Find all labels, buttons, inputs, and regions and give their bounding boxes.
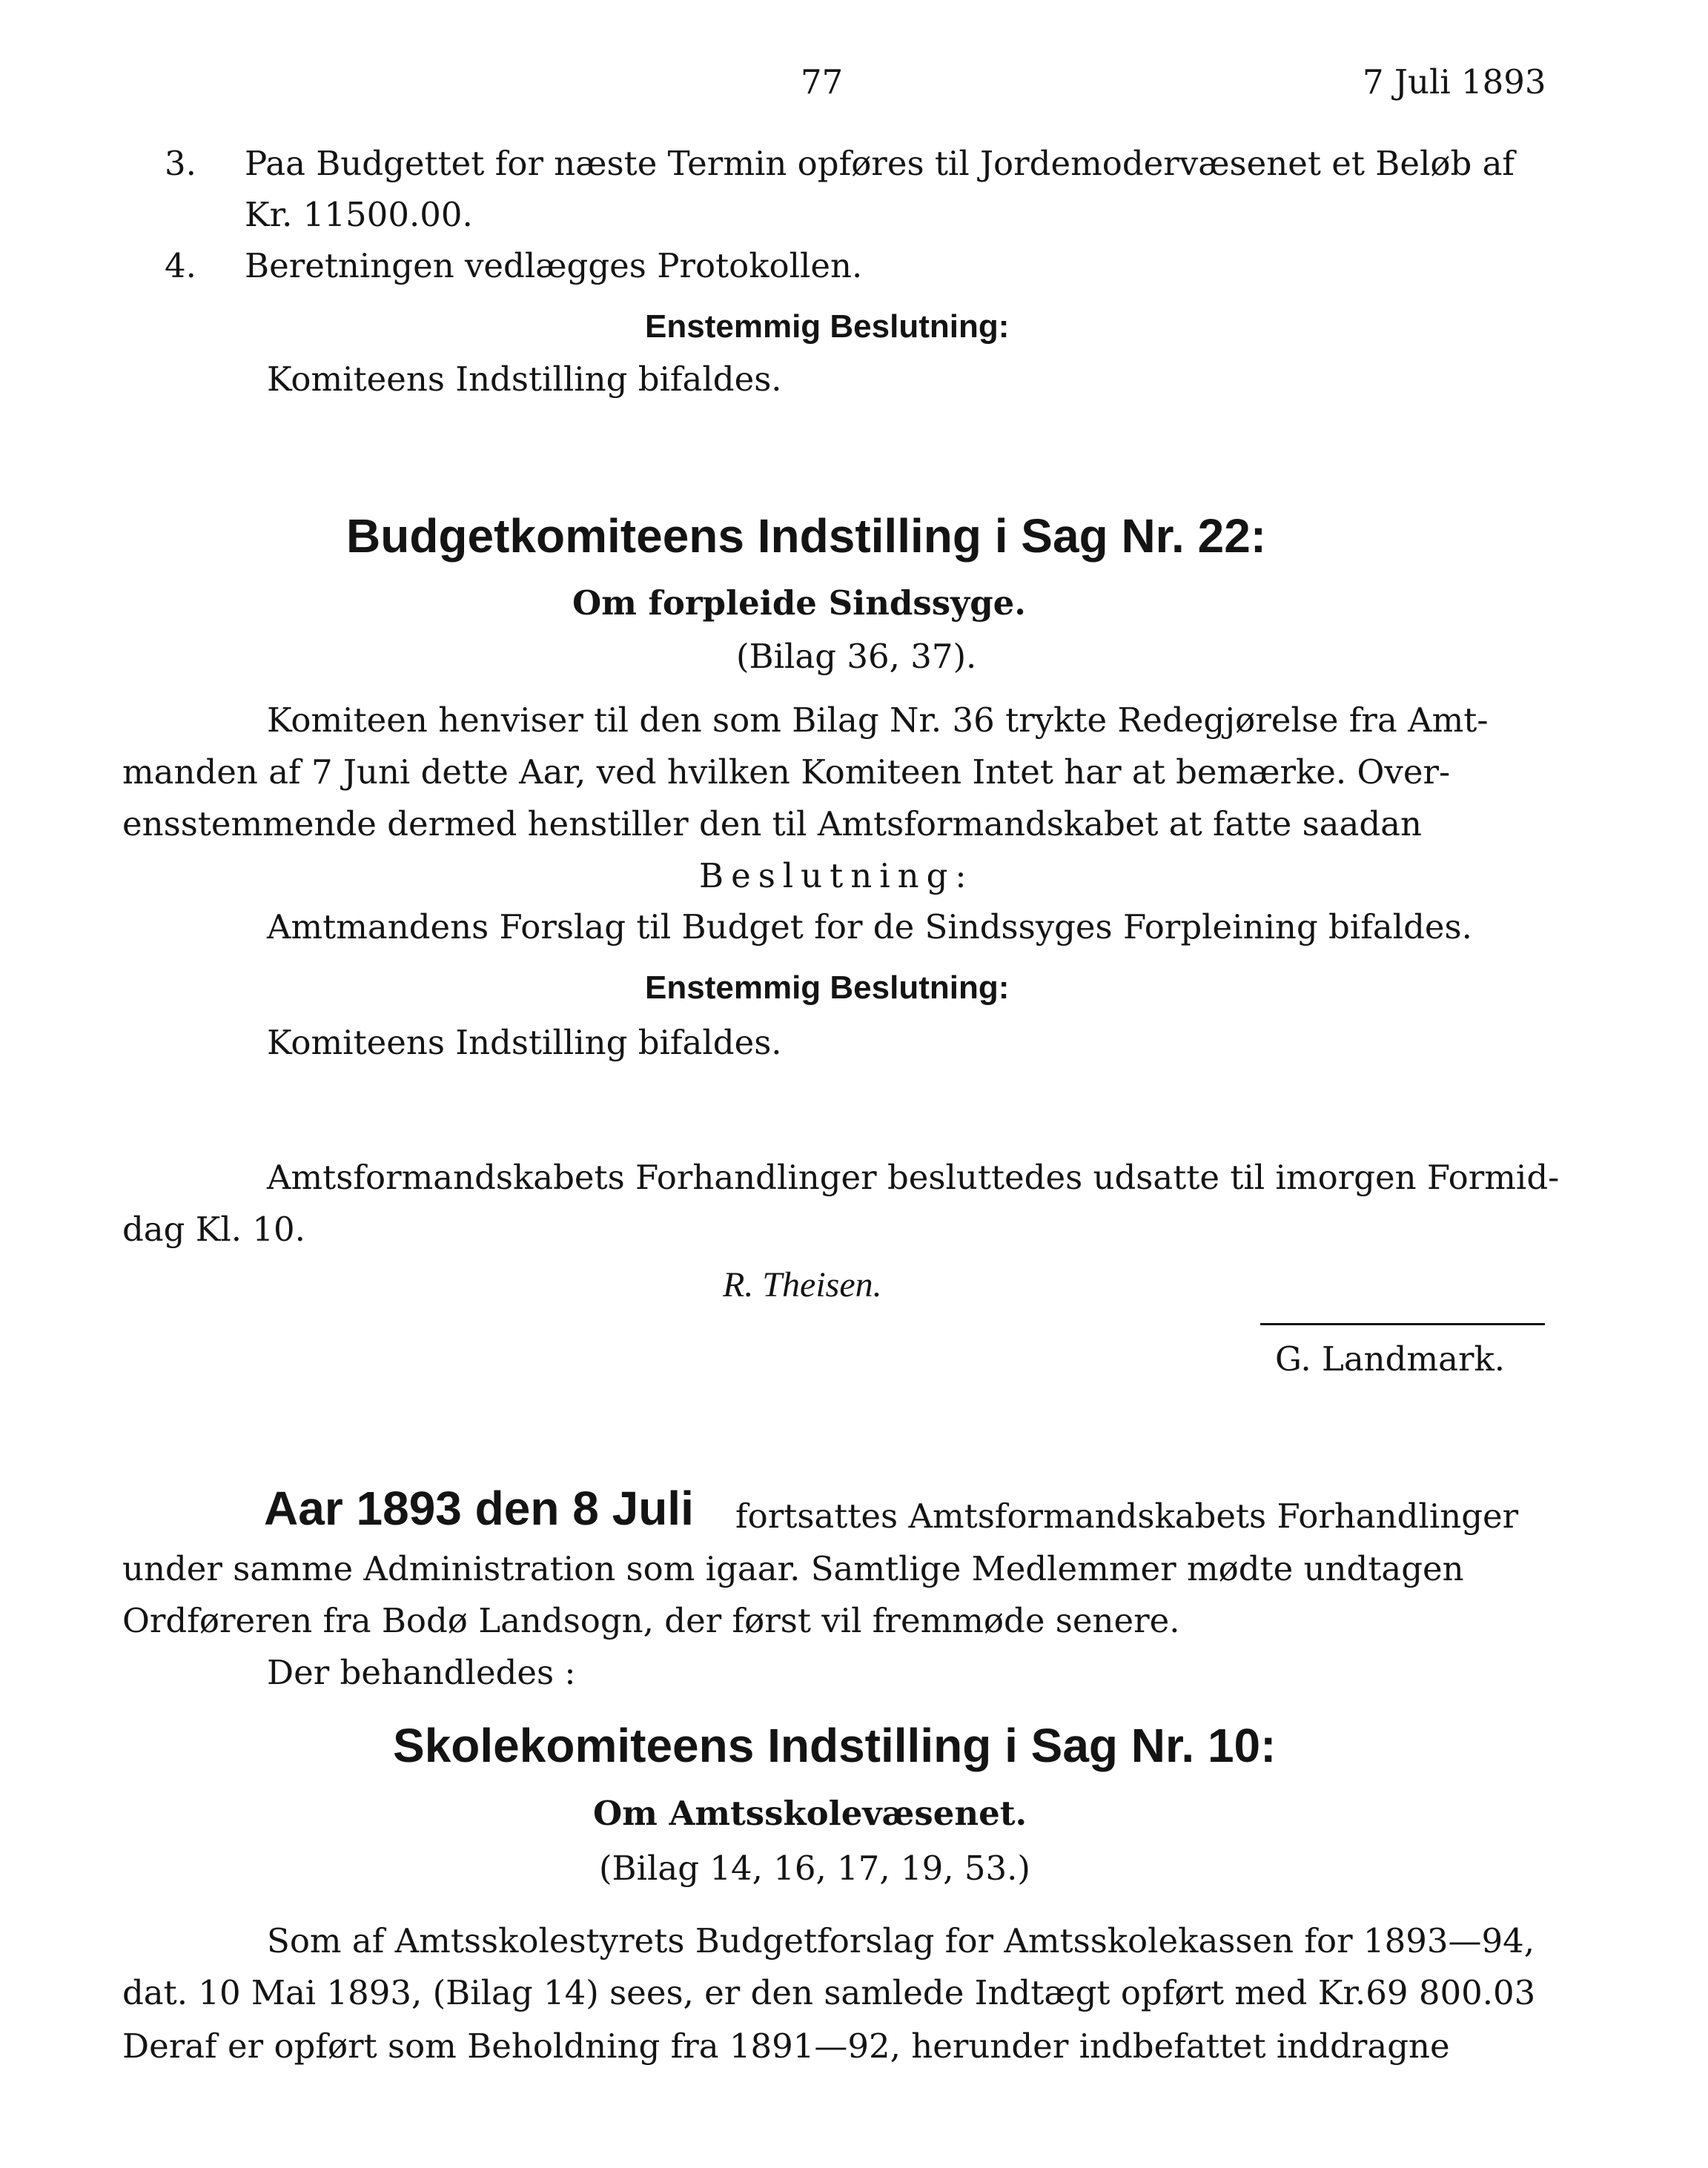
signature: G. Landmark.	[1275, 1339, 1506, 1379]
section-bilag: (Bilag 14, 16, 17, 19, 53.)	[599, 1849, 1030, 1888]
decision-label: Enstemmig Beslutning:	[645, 308, 1010, 345]
section-heading: Budgetkomiteens Indstilling i Sag Nr. 22:	[346, 509, 1267, 563]
decision-text: Komiteens Indstilling bifaldes.	[267, 1023, 782, 1062]
paragraph-line: Deraf er opført som Beholdning fra 1891—92, herunder indbefattet inddragne	[122, 2026, 1450, 2066]
paragraph-line: Som af Amtsskolestyrets Budgetforslag for Amtsskolekassen for 1893—94,	[267, 1921, 1535, 1960]
lead-text: Aar 1893 den 8 Juli	[264, 1482, 694, 1535]
page-number: 77	[801, 62, 844, 102]
text-line: Paa Budgettet for næste Termin opføres til Jordemodervæsenet et Beløb af	[245, 144, 1515, 183]
section-subtitle: Om forpleide Sindssyge.	[572, 583, 1026, 623]
item-number: 3.	[165, 144, 196, 183]
body-line: fortsattes Amtsformandskabets Forhandlinger	[735, 1496, 1519, 1536]
item-number: 4.	[165, 246, 196, 285]
body-line: Ordføreren fra Bodø Landsogn, der først vil fremmøde senere.	[122, 1601, 1180, 1640]
section-heading: Skolekomiteens Indstilling i Sag Nr. 10:	[393, 1719, 1277, 1772]
adjourn-line: Amtsformandskabets Forhandlinger besluttedes udsatte til imorgen Formid-	[267, 1158, 1560, 1197]
beslutning-text: Amtmandens Forslag til Budget for de Sindssyges Forpleining bifaldes.	[267, 907, 1472, 947]
signature-rule	[1260, 1323, 1545, 1325]
section-bilag: (Bilag 36, 37).	[736, 637, 977, 676]
item-text: Beretningen vedlægges Protokollen.	[245, 246, 863, 285]
beslutning-label: Beslutning:	[699, 856, 974, 895]
paragraph-line: manden af 7 Juni dette Aar, ved hvilken Komiteen Intet har at bemærke. Over-	[122, 752, 1451, 792]
body-line: under samme Administration som igaar. Samtlige Medlemmer mødte undtagen	[122, 1549, 1464, 1588]
decision-text: Komiteens Indstilling bifaldes.	[267, 359, 782, 399]
paragraph-line: Komiteen henviser til den som Bilag Nr. 36 trykte Redegjørelse fra Amt-	[267, 700, 1489, 740]
behandles-text: Der behandledes :	[267, 1653, 576, 1692]
signature: R. Theisen.	[723, 1265, 882, 1305]
section-subtitle: Om Amtsskolevæsenet.	[593, 1794, 1027, 1833]
paragraph-line: ensstemmende dermed henstiller den til Amtsformandskabet at fatte saadan	[122, 804, 1422, 843]
page-date: 7 Juli 1893	[1363, 62, 1546, 102]
item-text	[245, 142, 1551, 185]
item-text: Kr. 11500.00.	[245, 195, 473, 234]
adjourn-line: dag Kl. 10.	[122, 1210, 305, 1249]
paragraph-line: dat. 10 Mai 1893, (Bilag 14) sees, er den samlede Indtægt opført med Kr.69 800.03	[122, 1973, 1536, 2012]
decision-label: Enstemmig Beslutning:	[645, 969, 1010, 1006]
